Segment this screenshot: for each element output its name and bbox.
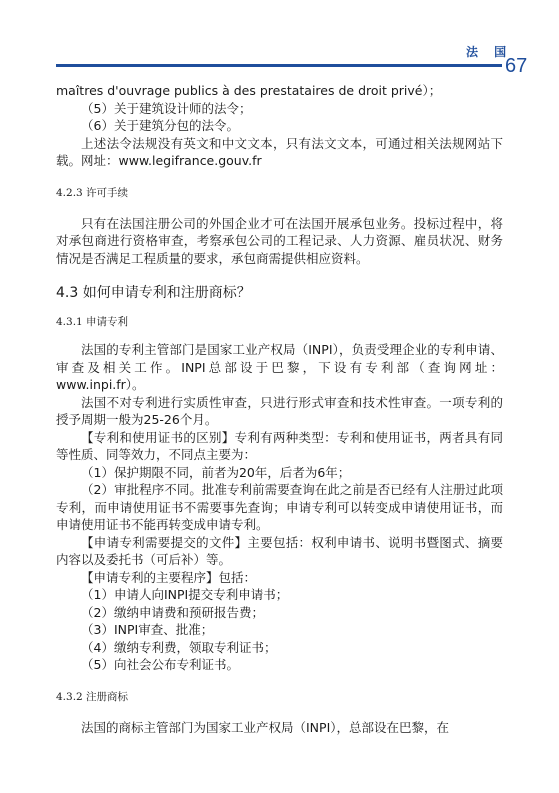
list-item: （3）INPI审查、批准； <box>81 622 214 637</box>
section-heading-4-3-2: 4.3.2 注册商标 <box>56 690 129 703</box>
page-number: 67 <box>505 55 528 77</box>
list-item: （2）审批程序不同。批准专利前需要查询在此之前是否已经有人注册过此项专利，而申请使用证书不需要事先查询；申请专利可以转变成申请使用证书，而申请使用证书不能再转变成申请专利。 <box>56 482 503 532</box>
list-item: （4）缴纳专利费，领取专利证书； <box>81 639 277 655</box>
list-item: （2）缴纳申请费和预研报告费； <box>81 604 264 620</box>
list-item: （1）申请人向INPI提交专利申请书； <box>81 587 289 602</box>
paragraph: 【专利和使用证书的区别】专利有两种类型：专利和使用证书，两者具有同等性质、同等效力，不同点主要为： <box>56 429 503 462</box>
running-title: 法 国 <box>466 45 513 59</box>
paragraph: 法国的商标主管部门为国家工业产权局（INPI），总部设在巴黎，在 <box>81 719 450 735</box>
paragraph: 上述法令法规没有英文和中文文本，只有法文文本，可通过相关法规网站下载。网址：www.legifrance.gouv.fr <box>56 135 503 168</box>
section-heading-4-3: 4.3 如何申请专利和注册商标？ <box>56 285 251 301</box>
paragraph: 法国不对专利进行实质性审查，只进行形式审查和技术性审查。一项专利的授予周期一般为25-26个月。 <box>56 394 503 427</box>
continuation-paragraph: maîtres d'ouvrage publics à des prestataires de droit privé）； <box>56 83 442 98</box>
list-item: （1）保护期限不同，前者为20年，后者为6年； <box>81 464 351 480</box>
list-item: （5）向社会公布专利证书。 <box>81 657 239 672</box>
page-body <box>56 82 503 736</box>
header-rule <box>56 64 502 67</box>
list-item: （6）关于建筑分包的法令。 <box>81 118 239 133</box>
section-heading-4-3-1: 4.3.1 申请专利 <box>56 316 129 328</box>
paragraph: 【申请专利的主要程序】包括： <box>81 569 257 585</box>
section-heading-4-2-3: 4.2.3 许可手续 <box>56 186 129 199</box>
paragraph: 只有在法国注册公司的外国企业才可在法国开展承包业务。投标过程中，将对承包商进行资格审查，考察承包公司的工程记录、人力资源、雇员状况、财务情况是否满足工程质量的要求，承包商需提供相应资料。 <box>56 215 503 266</box>
list-item: （5）关于建筑设计师的法令； <box>81 100 252 116</box>
paragraph: 【申请专利需要提交的文件】主要包括：权利申请书、说明书暨图式、摘要内容以及委托书（可后补）等。 <box>56 534 503 567</box>
paragraph: 法国的专利主管部门是国家工业产权局（INPI），负责受理企业的专利申请、审查及相关工作。INPI总部设于巴黎，下设有专利部（查询网址：www.inpi.fr）。 <box>56 342 503 392</box>
